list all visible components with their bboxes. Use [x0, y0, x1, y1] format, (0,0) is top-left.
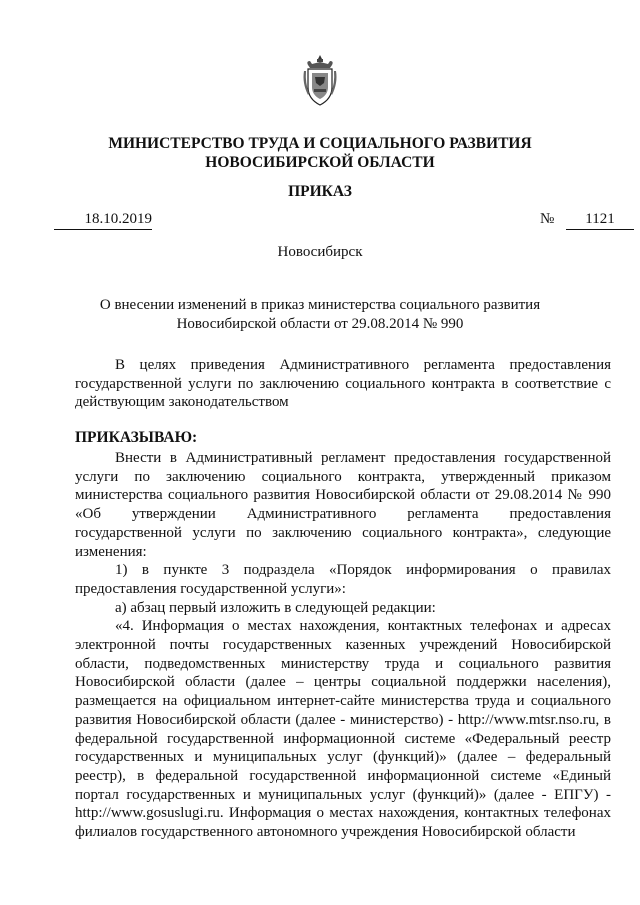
paragraph-item-a: а) абзац первый изложить в следующей редакции: — [115, 599, 436, 616]
coat-of-arms-emblem — [300, 53, 340, 109]
intro-text: В целях приведения Административного регламента предоставления государственной услуги по заключению социального контракта в соответствие с действующим законодательством — [75, 357, 611, 411]
date-number-row — [54, 210, 615, 230]
document-subject — [80, 296, 560, 334]
ministry-name-line-1: МИНИСТЕРСТВО ТРУДА И СОЦИАЛЬНОГО РАЗВИТИЯ — [108, 135, 532, 152]
document-date: 18.10.2019 — [54, 210, 152, 230]
paragraph-quoted-text: «4. Информация о местах нахождения, контактных телефонах и адресах электронной почты государственных казенных учреждений Новосибирской области, подведомственных министерству труда и социального развития Новосибирской области (далее – центры социальной поддержки населения), размещается на официальном интернет-сайте министерства труда и социального развития Новосибирской области (далее - министерство) - http://www.mtsr.nso.ru, в федеральной государственной информационной системе «Федеральный реестр государственных и муниципальных услуг (функций)» (далее – федеральный реестр), в федеральной государственной информационной системе «Единый портал государственных и муниципальных услуг (функций)» (далее - ЕПГУ) - http://www.gosuslugi.ru. Информация о местах нахождения, контактных телефонах филиалов государственного автономного учреждения Новосибирской области — [75, 618, 611, 841]
document-number: 1121 — [566, 210, 634, 230]
ministry-name — [0, 134, 640, 172]
subject-line-2: Новосибирской области от 29.08.2014 № 990 — [176, 316, 464, 332]
order-word: ПРИКАЗЫВАЮ: — [75, 429, 198, 446]
ministry-name-line-2: НОВОСИБИРСКОЙ ОБЛАСТИ — [205, 154, 435, 171]
number-sign: № — [540, 211, 555, 227]
paragraph-item-1: 1) в пункте 3 подраздела «Порядок информирования о правилах предоставления государственной услуги»: — [75, 562, 611, 597]
main-body — [75, 449, 611, 842]
intro-paragraph — [75, 356, 611, 412]
document-type-title: ПРИКАЗ — [288, 183, 352, 200]
city-name: Новосибирск — [277, 244, 363, 260]
subject-line-1: О внесении изменений в приказ министерства социального развития — [99, 297, 541, 313]
paragraph-amendment-intro: Внести в Административный регламент предоставления государственной услуги по заключению социального контракта, утвержденный приказом министерства социального развития Новосибирской области от 29.08.2014 № 990 «Об утверждении Административного регламента предоставления государственной услуги по заключению социального контракта», следующие изменения: — [75, 450, 611, 560]
